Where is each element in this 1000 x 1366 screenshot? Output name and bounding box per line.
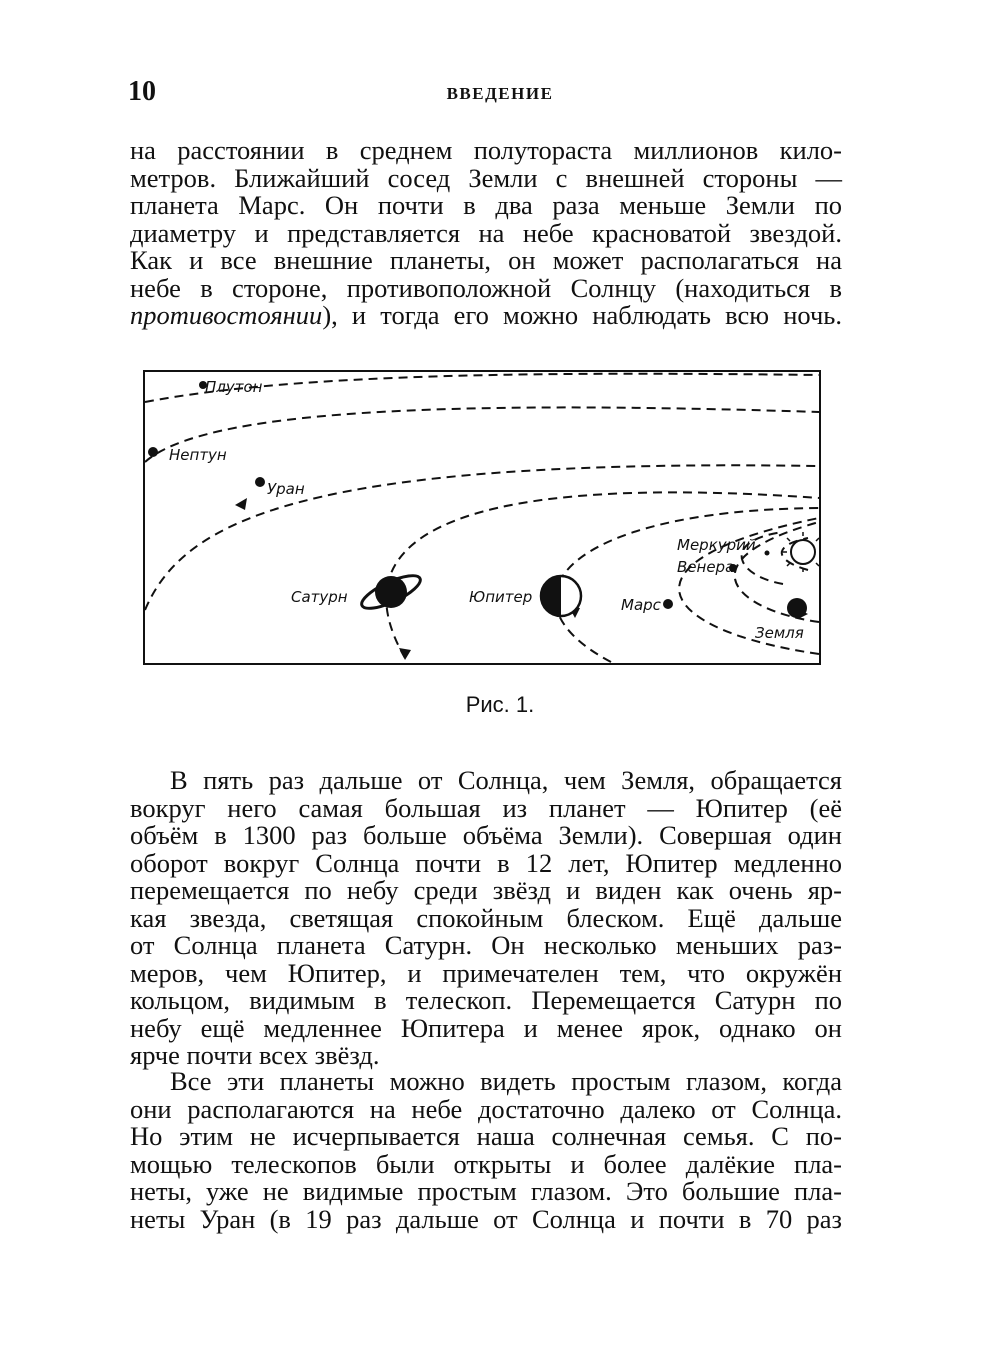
text-line: кольцом, видимым в телескоп. Перемещается Сатурн по [130, 985, 842, 1015]
text-line: Как и все внешние планеты, он может располагаться на [130, 245, 842, 275]
label-neptune: Нептун [169, 446, 227, 464]
text-line: оборот вокруг Солнца почти в 12 лет, Юпитер медленно [130, 847, 842, 878]
label-uranus: Уран [267, 480, 305, 498]
text-line: меров, чем Юпитер, и примечателен тем, что окружён [130, 957, 842, 988]
text-line: метров. Ближайший сосед Земли с внешней стороны — [130, 162, 842, 193]
label-mercury: Меркурий [677, 536, 756, 554]
text-line: Но этим не исчерпывается наша солнечная семья. С по- [130, 1121, 842, 1151]
text-line: кая звезда, светящая спокойным блеском. Ещё дальше [130, 902, 842, 933]
text-line: планета Марс. Он почти в два раза меньше Земли по [130, 190, 842, 220]
neptune-orbit [145, 407, 819, 462]
text-line: перемещается по небу среди звёзд и виден как очень яр- [130, 875, 842, 905]
running-head: ВВЕДЕНИЕ [446, 84, 554, 103]
text-line: небе в стороне, противоположной Солнцу (находиться в [130, 272, 842, 303]
text-line: неты Уран (в 19 раз дальше от Солнца и почти в 70 раз [130, 1203, 842, 1234]
paragraph-2 [130, 767, 842, 1070]
text-line: небу ещё медленнее Юпитера и менее ярок, однако он [130, 1012, 842, 1043]
text-line: вокруг него самая большая из планет — Юпитер (её [130, 792, 842, 823]
earth-icon [787, 598, 807, 618]
text-line: неты, уже не видимые простым глазом. Это большие пла- [130, 1176, 842, 1206]
mars-icon [663, 599, 673, 609]
arrow-icon [399, 648, 411, 660]
figure-caption: Рис. 1. [465, 692, 535, 717]
paragraph-3 [130, 1068, 842, 1233]
text-line: диаметру и представляется на небе красноватой звездой. [130, 217, 842, 248]
label-venus: Венера [677, 558, 735, 576]
neptune-icon [148, 447, 158, 457]
text-line [130, 302, 842, 330]
uranus-icon [255, 477, 265, 487]
text-line: Все эти планеты можно видеть простым глазом, когда [170, 1066, 842, 1096]
text-line: ярче почти всех звёзд. [130, 1040, 380, 1070]
label-mars: Марс [621, 596, 661, 614]
label-earth: Земля [755, 624, 804, 642]
text-fragment: ), и тогда его можно наблюдать всю ночь. [322, 300, 842, 330]
saturn-icon [358, 569, 424, 614]
text-line: на расстоянии в среднем полутораста миллионов кило- [130, 135, 842, 165]
page-number: 10 [128, 76, 156, 107]
orbit-diagram-svg [143, 370, 821, 665]
text-line: объём в 1300 раз больше объёма Земли). Совершая один [130, 820, 842, 850]
text-line: от Солнца планета Сатурн. Он несколько меньших раз- [130, 930, 842, 960]
label-pluto: Плутон [205, 378, 263, 396]
jupiter-icon [541, 576, 581, 616]
arrow-icon [235, 498, 247, 510]
orbit-diagram [143, 370, 821, 665]
diagram-frame [144, 371, 820, 664]
italic-term: противостоянии [130, 300, 323, 330]
label-jupiter: Юпитер [469, 588, 533, 606]
mercury-icon [765, 551, 770, 556]
text-line: В пять раз дальше от Солнца, чем Земля, обращается [170, 765, 842, 795]
sun-icon [783, 532, 819, 572]
label-saturn: Сатурн [291, 588, 348, 606]
text-line: они располагаются на небе достаточно далеко от Солнца. [130, 1093, 842, 1124]
paragraph-1 [130, 137, 842, 330]
text-line: мощью телескопов были открыты и более далёкие пла- [130, 1148, 842, 1179]
